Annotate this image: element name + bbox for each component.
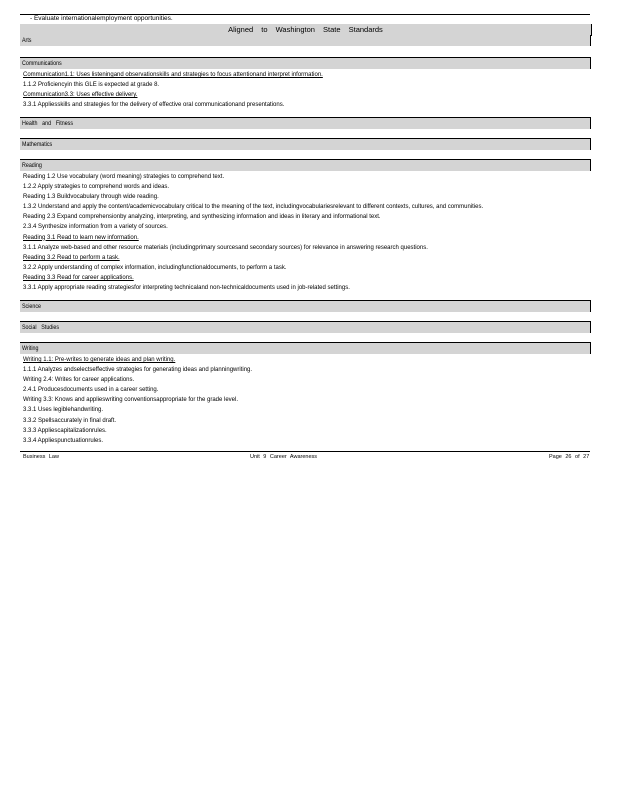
section-science (20, 300, 591, 312)
standard-line: Writing 2.4: Writes for career applications. (23, 377, 135, 384)
section-heading-writing: Writing (20, 342, 591, 354)
section-writing (20, 342, 591, 446)
standard-line: 3.2.2 Apply understanding of complex information, includingfunctionaldocuments, to perform a task. (23, 264, 287, 271)
section-heading-science: Science (20, 300, 591, 312)
standard-line: Communication1.1: Uses listeningand observationskills and strategies to focus attentionand interpret information. (23, 72, 323, 78)
section-reading (20, 159, 591, 293)
section-heading-health-fitness: Health and Fitness (20, 117, 591, 129)
standard-line: 1.1.2 Proficiencyin this GLE is expected at grade 8. (23, 82, 160, 89)
standard-line: Reading 2.3 Expand comprehensionby analyzing, interpreting, and synthesizing information and ideas in literary and informational text. (23, 214, 381, 221)
writing-lines (20, 354, 591, 446)
standard-line: 3.3.1 Uses legiblehandwriting. (23, 407, 104, 414)
reading-lines (20, 171, 591, 293)
standard-line: 3.3.4 Appliespunctuationrules. (23, 437, 104, 444)
footer-page-number: Page 26 of 27 (549, 454, 590, 460)
top-note: - Evaluate internationalemployment opportunities. (30, 15, 173, 22)
standard-line: 1.2.2 Apply strategies to comprehend words and ideas. (23, 184, 170, 191)
standard-line: Reading 3.3 Read for career applications. (23, 274, 134, 281)
communications-lines (20, 69, 591, 110)
standard-line: 3.3.2 Spellsaccurately in final draft. (23, 417, 117, 424)
standard-line: 1.1.1 Analyzes andselectseffective strategies for generating ideas and planningwriting. (23, 367, 253, 374)
section-heading-communications: Communications (20, 57, 591, 69)
section-communications (20, 57, 591, 110)
footer-unit: Unit 9 Career Awareness (250, 454, 318, 460)
standard-line: Reading 1.3 Buildvocabulary through wide reading. (23, 194, 159, 201)
section-heading-mathematics: Mathematics (20, 138, 591, 150)
standard-line: Reading 3.2 Read to perform a task. (23, 254, 120, 261)
standards-title: Aligned to Washington State Standards (228, 25, 383, 34)
standard-line: 3.3.3 Appliescapitalizationrules. (23, 427, 107, 434)
standard-line: Writing 3.3: Knows and applieswriting conventionsappropriate for the grade level. (23, 397, 239, 404)
section-heading-social-studies: Social Studies (20, 321, 591, 333)
standard-line: 2.4.1 Producesdocuments used in a career setting. (23, 387, 159, 394)
section-heading-arts: Arts (20, 35, 591, 46)
standard-line: Reading 1.2 Use vocabulary (word meaning) strategies to comprehend text. (23, 174, 225, 180)
standard-line: 3.1.1 Analyze web-based and other resource materials (includingprimary sourcesand secondary sources) for relevance in answering research questions. (23, 244, 428, 251)
standard-line: Communication3.3: Uses effective delivery. (23, 92, 138, 99)
standard-line: 3.3.1 Appliesskills and strategies for the delivery of effective oral communicationand presentations. (23, 102, 285, 109)
standard-line: 2.3.4 Synthesize information from a variety of sources. (23, 224, 168, 231)
footer-course: Business Law (23, 454, 59, 460)
standard-line: Writing 1.1: Pre-writes to generate ideas and plan writing. (23, 357, 176, 363)
section-health-fitness (20, 117, 591, 129)
standard-line: 1.3.2 Understand and apply the content/academicvocabulary critical to the meaning of the text, includingvocabulariesrelevant to different contexts, cultures, and communities. (23, 204, 484, 211)
section-heading-reading: Reading (20, 159, 591, 171)
standard-line: 3.3.1 Apply appropriate reading strategiesfor interpreting technicaland non-technicaldocuments used in job-related settings. (23, 285, 350, 292)
section-arts (20, 35, 591, 46)
section-social-studies (20, 321, 591, 333)
section-mathematics (20, 138, 591, 150)
standard-line: Reading 3.1 Read to learn new information. (23, 234, 139, 241)
footer-rule (20, 451, 590, 452)
